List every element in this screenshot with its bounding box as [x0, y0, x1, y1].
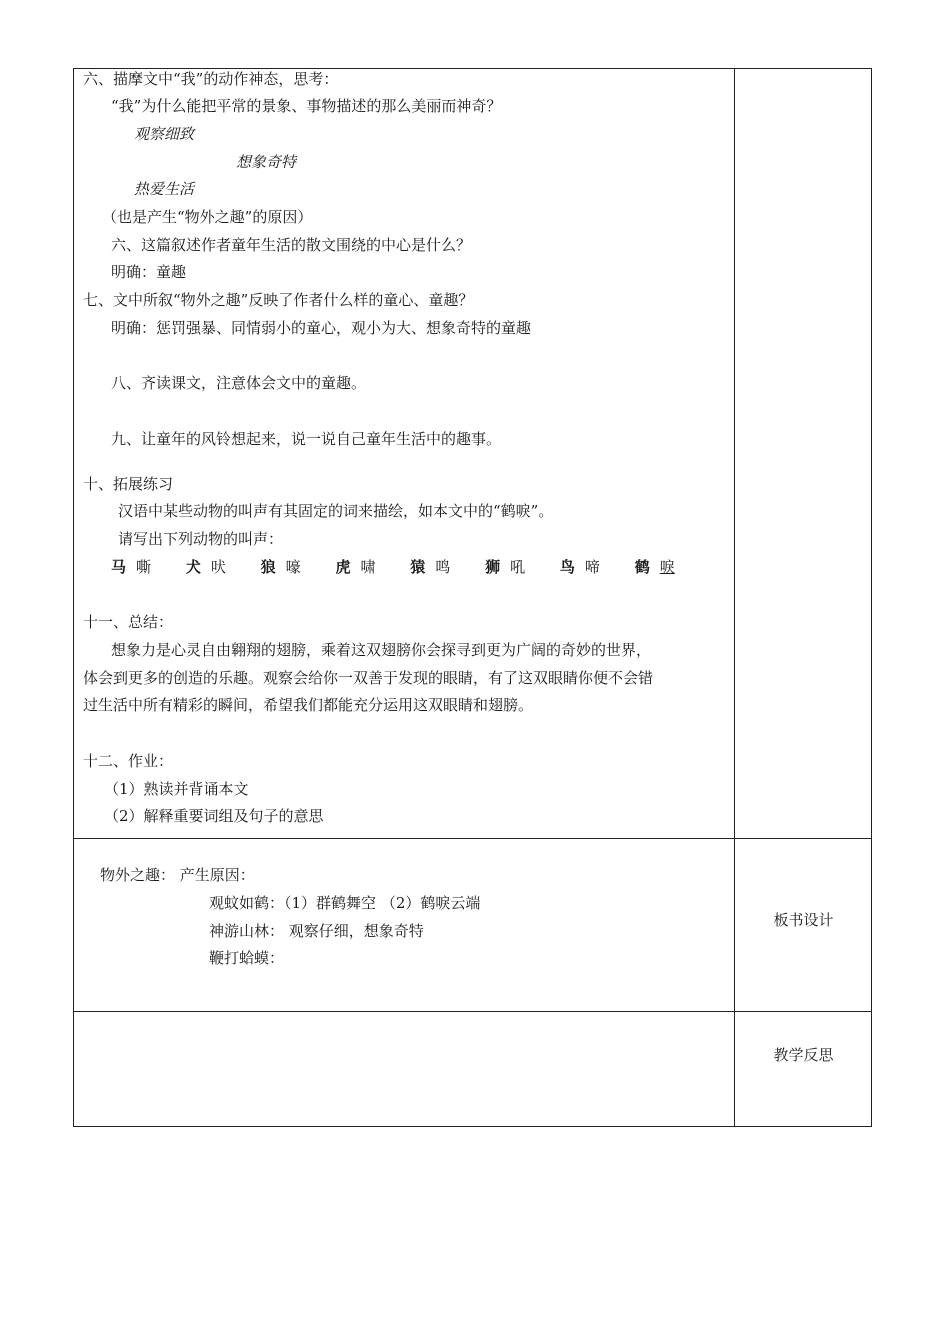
answer-love-life: 热爱生活	[134, 180, 195, 198]
answer-text: 明确：童趣	[111, 263, 187, 281]
animal-cry: 嚎	[285, 558, 301, 576]
section-heading-6a: 六、描摩文中“我”的动作神态，思考：	[83, 70, 339, 88]
summary-line: 过生活中所有精彩的瞬间，希望我们都能充分运用这双眼睛和翅膀。	[83, 696, 534, 714]
section-heading-11: 十一、总结：	[83, 613, 174, 631]
animal-cry: 鸣	[435, 558, 451, 576]
animal-name: 鹤	[634, 558, 650, 576]
row-divider-board	[74, 838, 871, 839]
animal-cry-list	[111, 557, 675, 577]
column-divider	[734, 69, 735, 1126]
board-line: 观蚊如鹤：（1）群鹤舞空 （2）鹤唳云端	[209, 894, 481, 912]
board-line: 神游山林： 观察仔细，想象奇特	[209, 922, 424, 940]
lesson-table	[73, 68, 872, 1127]
section-heading-8: 八、齐读课文，注意体会文中的童趣。	[111, 374, 367, 392]
animal-cry: 啸	[360, 558, 376, 576]
summary-line: 体会到更多的创造的乐趣。观察会给你一双善于发现的眼睛，有了这双眼睛你便不会错	[83, 669, 654, 687]
board-design-label: 板书设计	[773, 911, 834, 929]
section-heading-9: 九、让童年的风铃想起来，说一说自己童年生活中的趣事。	[111, 430, 502, 448]
animal-cry: 啼	[584, 558, 600, 576]
animal-name: 狮	[485, 558, 501, 576]
animal-cry: 吼	[510, 558, 526, 576]
animal-name: 猿	[410, 558, 426, 576]
board-line: 鞭打蛤蟆：	[209, 949, 285, 967]
row-divider-reflection	[74, 1011, 871, 1012]
board-line: 物外之趣： 产生原因：	[100, 866, 255, 884]
animal-name: 虎	[335, 558, 351, 576]
animal-cry: 嘶	[136, 558, 152, 576]
animal-cry: 吠	[210, 558, 226, 576]
animal-cry: 唳	[659, 558, 675, 576]
animal-name: 犬	[185, 558, 201, 576]
homework-item: （1）熟读并背诵本文	[104, 780, 249, 798]
section-heading-12: 十二、作业：	[83, 752, 174, 770]
reflection-label: 教学反思	[773, 1046, 834, 1064]
exercise-intro: 汉语中某些动物的叫声有其固定的词来描绘，如本文中的“鹤唳”。	[118, 502, 554, 520]
answer-observe: 观察细致	[134, 125, 195, 143]
section-heading-10: 十、拓展练习	[83, 475, 174, 493]
question-text: “我”为什么能把平常的景象、事物描述的那么美丽而神奇？	[111, 97, 502, 115]
exercise-prompt: 请写出下列动物的叫声：	[118, 530, 284, 548]
answer-text: 明确：惩罚强暴、同情弱小的童心，观小为大、想象奇特的童趣	[111, 319, 532, 337]
reason-note: （也是产生“物外之趣”的原因）	[102, 208, 313, 226]
summary-line: 想象力是心灵自由翱翔的翅膀，乘着这双翅膀你会探寻到更为广阔的奇妙的世界，	[111, 641, 652, 659]
section-heading-6b: 六、这篇叙述作者童年生活的散文围绕的中心是什么？	[111, 236, 472, 254]
animal-name: 狼	[260, 558, 276, 576]
homework-item: （2）解释重要词组及句子的意思	[104, 807, 324, 825]
answer-imagine: 想象奇特	[236, 153, 297, 171]
animal-name: 鸟	[559, 558, 575, 576]
section-heading-7: 七、文中所叙“物外之趣”反映了作者什么样的童心、童趣？	[83, 291, 474, 309]
animal-name: 马	[111, 558, 127, 576]
